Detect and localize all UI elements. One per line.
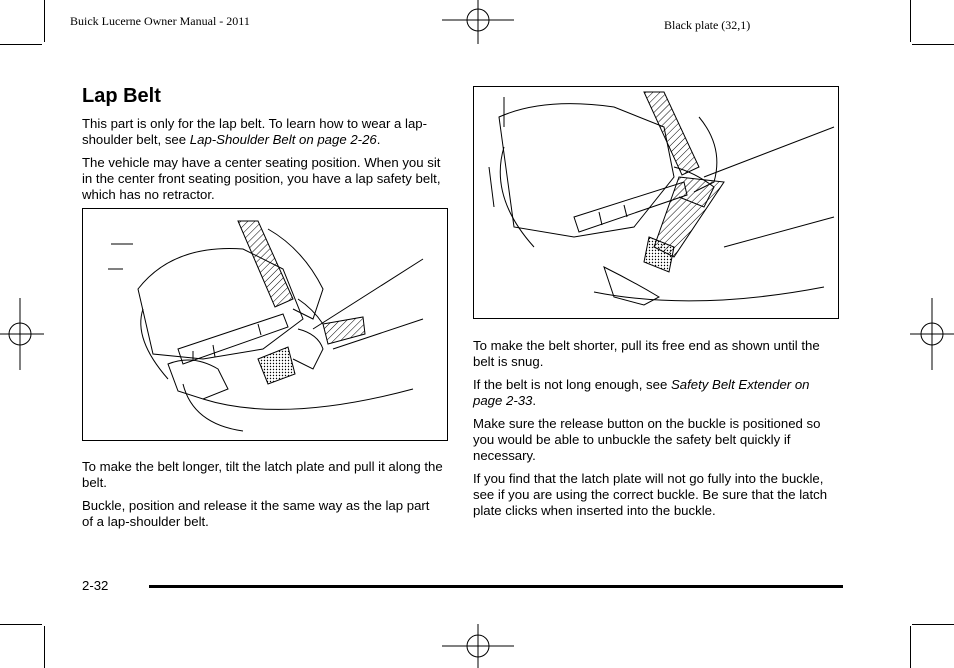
- paragraph: Make sure the release button on the buckle is positioned so you would be able to unbuckle the safety belt quickly if necessary.: [473, 416, 821, 463]
- left-column: [82, 85, 444, 210]
- crop-mark: [44, 626, 45, 668]
- crop-mark: [912, 44, 954, 45]
- text: If the belt is not long enough, see: [473, 377, 671, 392]
- crop-mark: [0, 44, 42, 45]
- paragraph: The vehicle may have a center seating position. When you sit in the center front seating position, you have a lap safety belt, which has no retractor.: [82, 155, 441, 202]
- footer-rule: [149, 585, 843, 588]
- crop-mark: [910, 0, 911, 42]
- registration-mark-right: [910, 298, 954, 370]
- text: .: [532, 393, 537, 408]
- cross-reference-link[interactable]: Lap-Shoulder Belt on page 2-26: [189, 132, 377, 147]
- crop-mark: [44, 0, 45, 42]
- paragraph: To make the belt shorter, pull its free end as shown until the belt is snug.: [473, 338, 820, 369]
- crop-mark: [910, 626, 911, 668]
- left-column-lower: [82, 459, 444, 537]
- text: .: [376, 132, 381, 147]
- crop-mark: [912, 624, 954, 625]
- paragraph: [473, 377, 839, 409]
- paragraph: Buckle, position and release it the same way as the lap part of a lap-shoulder belt.: [82, 498, 430, 529]
- paragraph: If you find that the latch plate will not go fully into the buckle, see if you are using the correct buckle. Be sure that the latch plate clicks when inserted into the buckle.: [473, 471, 828, 518]
- plate-label: Black plate (32,1): [664, 18, 751, 32]
- section-title: Lap Belt: [82, 85, 161, 107]
- registration-mark-left: [0, 298, 44, 370]
- page-number: 2-32: [82, 578, 109, 593]
- paragraph: [82, 116, 444, 148]
- crop-mark: [0, 624, 42, 625]
- text: This part is only for the lap belt. To learn how to wear a lap-shoulder belt, see: [82, 116, 428, 147]
- registration-mark-bottom: [442, 624, 514, 668]
- right-column: [473, 338, 839, 526]
- illustration-shorten-belt: [473, 86, 839, 319]
- paragraph: To make the belt longer, tilt the latch plate and pull it along the belt.: [82, 459, 443, 490]
- illustration-lengthen-belt: [82, 208, 448, 441]
- registration-mark-top: [442, 0, 514, 44]
- manual-title: Buick Lucerne Owner Manual - 2011: [70, 14, 250, 28]
- cross-reference-link[interactable]: Safety Belt Extender on page 2-33: [473, 377, 810, 408]
